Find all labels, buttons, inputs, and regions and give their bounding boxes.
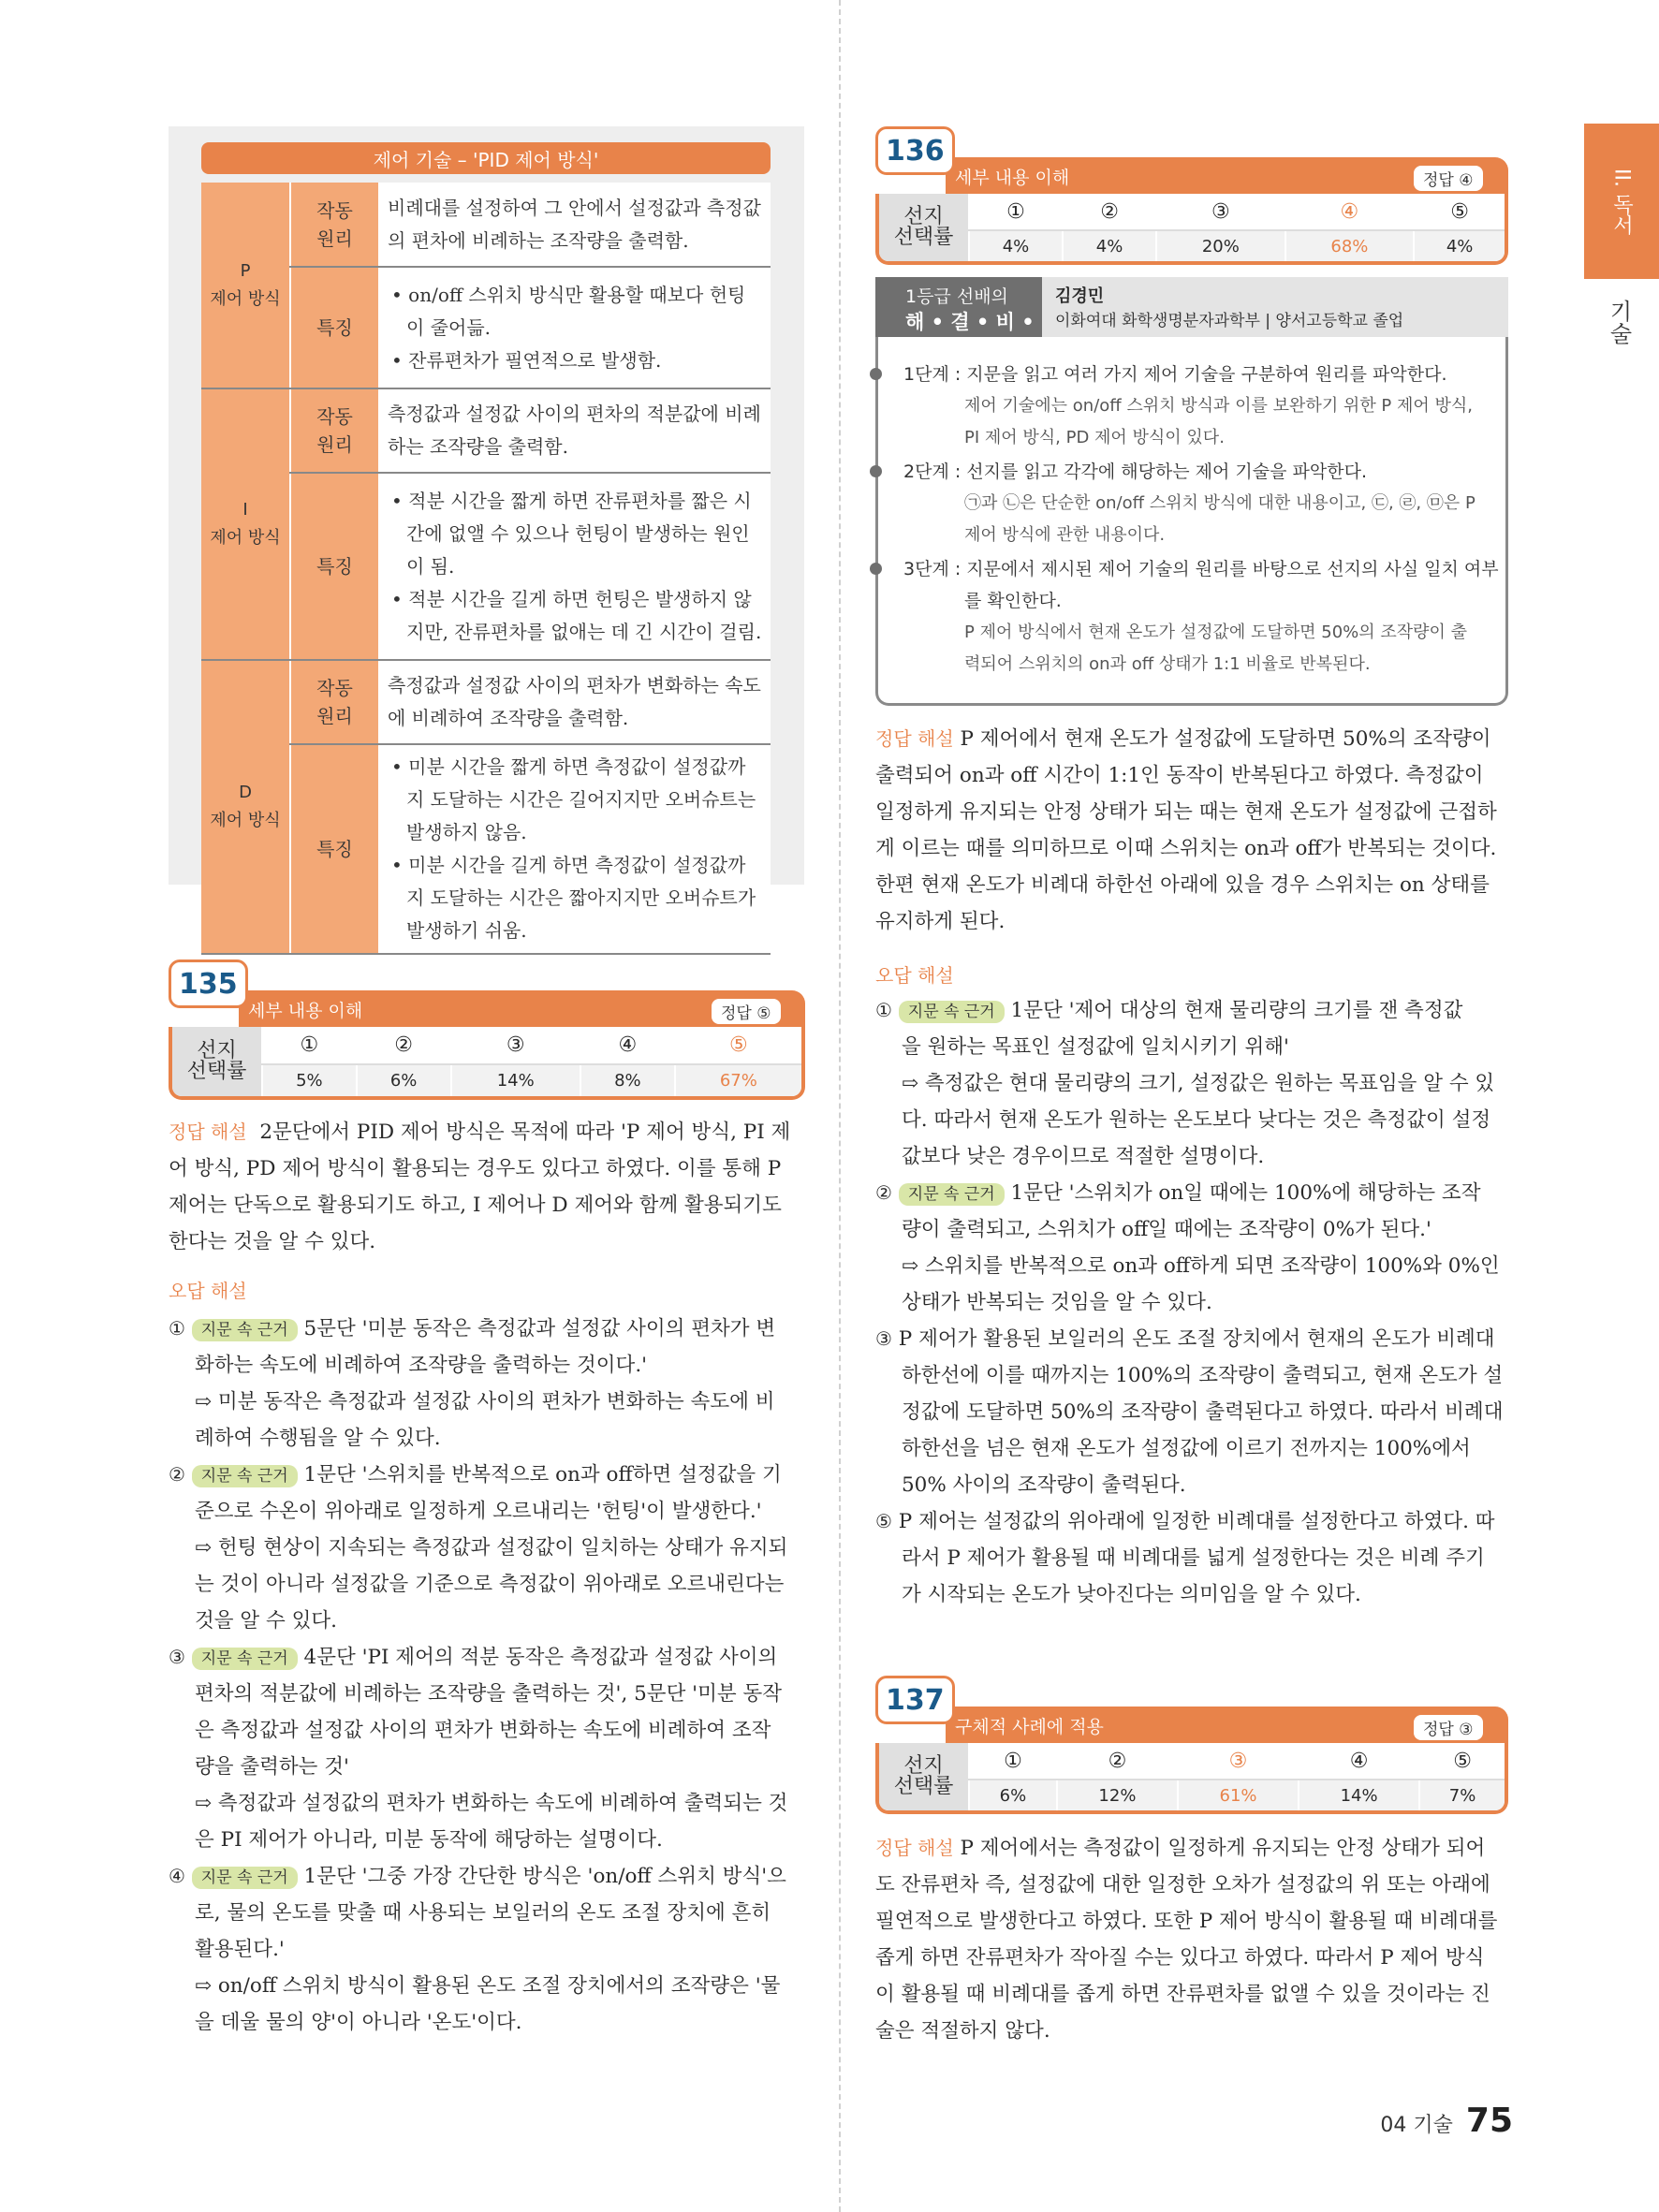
bullet-icon: • [391, 755, 409, 778]
feature-item: 미분 시간을 짧게 하면 측정값이 설정값까지 도달하는 시간은 길어지지만 오버슈트는 발생하지 않음. [406, 755, 756, 843]
item-text: ⇨ 측정값과 설정값의 편차가 변화하는 속도에 비례하여 출력되는 것 [195, 1792, 788, 1815]
rate-label-line: 선택률 [186, 1060, 247, 1083]
choice-cell: ⑤ [675, 1027, 801, 1064]
chapter-tab[interactable]: II. 독서 [1584, 124, 1659, 279]
choice-number: ④ [169, 1865, 185, 1887]
item-line [169, 1858, 805, 1895]
control-type-label: 제어 방식 [210, 528, 281, 548]
wrong-answer-item [169, 1858, 805, 2041]
q135-correct-explanation: 정답 해설 2문단에서 PID 제어 방식은 목적에 따라 'P 제어 방식, PI 제어 방식, PD 제어 방식이 활용되는 경우도 있다고 하였다. 이를 통해 P 제어는 단독으로 활용되기도 하고, I 제어나 D 제어와 함께 활용되기도 한다는 것을 알 수 있다. [169, 1121, 791, 1253]
evidence-badge: 지문 속 근거 [899, 1183, 1005, 1206]
rate-cell: 61% [1178, 1780, 1299, 1810]
choice-number: ② [875, 1181, 892, 1204]
principle-label: 원리 [316, 227, 353, 250]
choice-row [879, 1743, 1505, 1780]
item-line [875, 1357, 1512, 1394]
choice-cell: ① [969, 194, 1063, 230]
item-line [169, 1347, 805, 1384]
item-text: 화하는 속도에 비례하여 조작량을 출력하는 것이다.' [195, 1354, 648, 1377]
choice-cell: ③ [1156, 194, 1285, 230]
explanation-text: 한편 현재 온도가 비례대 하한선 아래에 있을 경우 스위치는 on 상태를 [875, 873, 1490, 897]
selection-rate-table [875, 1743, 1508, 1814]
item-text: ⇨ 측정값은 현대 물리량의 크기, 설정값은 원하는 목표임을 알 수 있 [902, 1072, 1495, 1095]
rate-label [879, 1743, 969, 1810]
bullet-icon: • [391, 854, 409, 876]
item-line [169, 2004, 805, 2041]
choice-number: ③ [875, 1327, 892, 1350]
explanation-line [875, 903, 1512, 940]
question-number: 136 [875, 126, 955, 175]
item-text: 상태가 반복되는 것임을 알 수 있다. [902, 1291, 1212, 1314]
explanation-text: 유지하게 된다. [875, 910, 1006, 933]
explanation-line [875, 1830, 1512, 1867]
feature-bullet [388, 751, 763, 849]
evidence-badge: 지문 속 근거 [192, 1319, 298, 1341]
q135-wrong-heading: 오답 해설 [169, 1280, 247, 1302]
step-detail: ㉠과 ㉡은 단순한 on/off 스위치 방식에 대한 내용이고, ㉢, ㉣, ㉤은 P [964, 493, 1475, 513]
rate-label [879, 194, 969, 261]
selection-rate-table [169, 1027, 805, 1100]
answer-badge: 정답 ⑤ [712, 999, 781, 1024]
rate-row [879, 1780, 1505, 1810]
item-text: 은 PI 제어가 아니라, 미분 동작에 해당하는 설명이다. [195, 1828, 663, 1852]
q135-box [169, 960, 805, 1100]
choice-number: ③ [169, 1646, 185, 1668]
explanation-line [875, 2013, 1512, 2049]
item-text: 4문단 'PI 제어의 적분 동작은 측정값과 설정값 사이의 [303, 1646, 778, 1669]
feature-item: 잔류편차가 필연적으로 발생함. [408, 348, 662, 372]
rate-label-line: 선지 [903, 1754, 944, 1778]
explanation-text: 일정하게 유지되는 안정 상태가 되는 때는 현재 온도가 설정값에 근접하 [875, 800, 1497, 824]
feature-text [379, 267, 771, 388]
feature-bullet [388, 344, 763, 377]
item-text: 정값에 도달하면 50%의 조작량이 출력된다고 하였다. 따라서 비례대 [902, 1400, 1504, 1424]
item-text: 다. 따라서 현재 온도가 원하는 온도보다 낮다는 것은 측정값이 설정 [902, 1108, 1491, 1132]
question-type: 구체적 사례에 적용 [946, 1707, 1508, 1744]
question-number: 137 [875, 1676, 955, 1724]
explanation-text: P 제어에서 현재 온도가 설정값에 도달하면 50%의 조작량이 [960, 727, 1491, 751]
choice-cell: ⑤ [1414, 194, 1505, 230]
item-text: 활용된다.' [195, 1938, 285, 1961]
step-heading: 1단계 : 지문을 읽고 여러 가지 제어 기술을 구분하여 원리를 파악한다. [903, 364, 1447, 385]
choice-number: ① [169, 1317, 185, 1340]
section-name: 04 기술 [1380, 2114, 1453, 2137]
item-line [169, 1931, 805, 1968]
choice-cell: ⑤ [1419, 1743, 1505, 1780]
item-text: 을 데울 물의 양'이 아니라 '온도'이다. [195, 2011, 522, 2034]
explanation-text: 이 활용될 때 비례대를 좁게 하면 잔류편차를 없앨 수 있을 것이라는 진 [875, 1983, 1490, 2006]
step-heading: 3단계 : 지문에서 제시된 제어 기술의 원리를 바탕으로 선지의 사실 일치 여부 [903, 559, 1499, 579]
item-text: 50% 사이의 조작량이 출력된다. [902, 1473, 1186, 1497]
feature-item: on/off 스위치 방식만 활용할 때보다 헌팅이 줄어듦. [406, 283, 746, 339]
control-type-cell [201, 660, 290, 954]
choice-number: ⑤ [875, 1510, 892, 1532]
explanation-line [875, 1940, 1512, 1976]
principle-label: 원리 [316, 433, 353, 456]
feature-label: 특징 [290, 744, 379, 954]
item-text: P 제어는 설정값의 위아래에 일정한 비례대를 설정한다고 하였다. 따 [898, 1510, 1495, 1533]
evidence-badge: 지문 속 근거 [899, 1001, 1005, 1023]
rate-cell: 4% [969, 230, 1063, 261]
principle-label: 원리 [316, 705, 353, 727]
item-text: 1문단 '스위치를 반복적으로 on과 off하면 설정값을 기 [303, 1463, 782, 1487]
step-bullet-icon [870, 563, 882, 575]
table-title: 제어 기술 – 'PID 제어 방식' [201, 142, 771, 174]
feature-bullet [388, 279, 763, 344]
item-text: 례하여 수행됨을 알 수 있다. [195, 1427, 441, 1450]
explanation-line [875, 794, 1512, 830]
principle-text: 측정값과 설정값 사이의 편차의 적분값에 비례하는 조작량을 출력함. [379, 388, 771, 473]
item-line [875, 1430, 1512, 1467]
item-text: 라서 P 제어가 활용될 때 비례대를 넓게 설정한다는 것은 비례 주기 [902, 1546, 1485, 1570]
choice-cell: ② [1063, 194, 1156, 230]
choice-row [172, 1027, 801, 1064]
rate-cell: 14% [1299, 1780, 1419, 1810]
feature-bullet [388, 583, 763, 649]
item-line [169, 1493, 805, 1530]
item-text: 는 것이 아니라 설정값을 기준으로 측정값이 위아래로 오르내린다는 [195, 1573, 785, 1596]
item-line [169, 1968, 805, 2004]
item-line [875, 992, 1512, 1029]
rate-cell: 6% [969, 1780, 1057, 1810]
q136-wrong-heading: 오답 해설 [875, 964, 954, 987]
item-text: 은 측정값과 설정값 사이의 편차가 변화하는 속도에 비례하여 조작 [195, 1719, 771, 1742]
selection-rate-table [875, 194, 1508, 265]
choice-cell: ② [357, 1027, 451, 1064]
explanation-line [875, 721, 1512, 757]
item-line [169, 1457, 805, 1493]
item-text: 것을 알 수 있다. [195, 1609, 337, 1633]
explanation-text: 좁게 하면 잔류편차가 작아질 수는 있다고 하였다. 따라서 P 제어 방식 [875, 1946, 1485, 1970]
item-text: 을 원하는 목표인 설정값에 일치시키기 위해' [902, 1035, 1289, 1059]
control-type-label: P [240, 260, 251, 281]
explanation-line [875, 1976, 1512, 2013]
choice-cell: ① [262, 1027, 357, 1064]
step-bullet-icon [870, 465, 882, 477]
item-line [169, 1895, 805, 1931]
item-line [875, 1029, 1512, 1065]
control-type-label: D [239, 783, 252, 802]
chapter-subtitle: 기술 [1606, 300, 1632, 344]
item-text: ⇨ on/off 스위치 방식이 활용된 온도 조절 장치에서의 조작량은 '물 [195, 1974, 781, 1998]
control-type-cell [201, 183, 290, 388]
step-heading: 2단계 : 선지를 읽고 각각에 해당하는 제어 기술을 파악한다. [903, 461, 1367, 482]
question-type: 세부 내용 이해 [946, 157, 1508, 195]
explanation-text: 필연적으로 발생한다고 하였다. 또한 P 제어 방식이 활용될 때 비례대를 [875, 1910, 1498, 1933]
item-text: 하한선을 넘은 현재 온도가 설정값에 이르기 전까지는 100%에서 [902, 1437, 1471, 1460]
item-text: ⇨ 헌팅 현상이 지속되는 측정값과 설정값이 일치하는 상태가 유지되 [195, 1536, 788, 1560]
rate-cell: 7% [1419, 1780, 1505, 1810]
rate-cell: 4% [1063, 230, 1156, 261]
item-text: 1문단 '제어 대상의 현재 물리량의 크기를 잰 측정값 [1010, 999, 1463, 1022]
item-line [169, 1712, 805, 1749]
feature-label: 특징 [290, 267, 379, 388]
page-number: 75 [1465, 2102, 1513, 2140]
feature-item: 적분 시간을 길게 하면 헌팅은 발생하지 않지만, 잔류편차를 없애는 데 긴 시간이 걸림. [406, 587, 762, 643]
rate-row [172, 1064, 801, 1096]
step-detail: PI 제어 방식, PD 제어 방식이 있다. [964, 428, 1225, 447]
answer-badge: 정답 ③ [1414, 1715, 1483, 1740]
principle-label-cell [290, 660, 379, 744]
choice-cell: ④ [1285, 194, 1415, 230]
explanation-text: 게 이르는 때를 의미하므로 이때 스위치는 on과 off가 반복되는 것이다. [875, 837, 1497, 860]
rate-cell: 6% [357, 1064, 451, 1096]
item-text: 1문단 '그중 가장 간단한 방식은 'on/off 스위치 방식'으 [303, 1865, 786, 1888]
item-line [875, 1175, 1512, 1211]
item-line [875, 1467, 1512, 1503]
wrong-answer-item [169, 1639, 805, 1858]
tip-title: 1등급 선배의 해 • 결 • 비 • 법 [875, 277, 1042, 337]
rate-cell: 5% [262, 1064, 357, 1096]
feature-text [379, 744, 771, 954]
explanation-text: 출력되어 on과 off 시간이 1:1인 동작이 반복된다고 하였다. 측정값이 [875, 764, 1484, 787]
item-line [169, 1420, 805, 1457]
choice-cell: ④ [1299, 1743, 1419, 1780]
principle-label-cell [290, 183, 379, 267]
item-text: 값보다 낮은 경우이므로 적절한 설명이다. [902, 1145, 1265, 1168]
item-text: 량이 출력되고, 스위치가 off일 때에는 조작량이 0%가 된다.' [902, 1218, 1431, 1241]
item-line [875, 1394, 1512, 1430]
item-line [169, 1676, 805, 1712]
item-line [169, 1384, 805, 1420]
item-line [875, 1138, 1512, 1175]
item-text: P 제어가 활용된 보일러의 온도 조절 장치에서 현재의 온도가 비례대 [898, 1327, 1495, 1351]
step-detail: 제어 방식에 관한 내용이다. [964, 525, 1166, 545]
tip-author: 김경민 이화여대 화학생명분자과학부 | 양서고등학교 졸업 [1042, 277, 1508, 337]
pid-table-box [169, 126, 804, 942]
feature-bullet [388, 849, 763, 947]
step-detail: 제어 기술에는 on/off 스위치 방식과 이를 보완하기 위한 P 제어 방식, [964, 396, 1474, 416]
rate-label-line: 선택률 [893, 1775, 954, 1798]
q136-box [875, 126, 1508, 265]
item-line [875, 1321, 1512, 1357]
choice-cell: ② [1057, 1743, 1178, 1780]
pid-table [201, 183, 771, 955]
step-bullet-icon [870, 368, 882, 380]
explanation-text: 술은 적절하지 않다. [875, 2019, 1050, 2043]
choice-number: ② [169, 1463, 185, 1486]
explanation-line [875, 1867, 1512, 1903]
principle-label: 작동 [316, 198, 353, 222]
bullet-icon: • [391, 348, 409, 372]
column-divider [839, 0, 841, 2212]
item-text: ⇨ 스위치를 반복적으로 on과 off하게 되면 조작량이 100%와 0%인 [902, 1254, 1500, 1278]
choice-row [879, 194, 1505, 230]
principle-label-cell [290, 388, 379, 473]
wrong-answer-item [875, 1503, 1512, 1613]
table-row [201, 660, 771, 744]
feature-text [379, 473, 771, 660]
bullet-icon: • [391, 489, 409, 512]
item-line [169, 1530, 805, 1566]
choice-cell: ③ [1178, 1743, 1299, 1780]
principle-label: 작동 [316, 677, 353, 699]
control-type-label: I [242, 500, 248, 520]
item-text: 하한선에 이를 때까지는 100%의 조작량이 출력되고, 현재 온도가 설 [902, 1364, 1504, 1387]
item-line [875, 1211, 1512, 1248]
feature-label: 특징 [290, 473, 379, 660]
choice-cell: ① [969, 1743, 1057, 1780]
rate-label-line: 선지 [197, 1039, 237, 1062]
rate-label-line: 선지 [903, 205, 944, 228]
rate-row [879, 230, 1505, 261]
rate-label-line: 선택률 [893, 226, 954, 249]
step-heading: 를 확인한다. [964, 591, 1062, 611]
item-line [169, 1603, 805, 1639]
wrong-answer-item [875, 992, 1512, 1175]
item-line [875, 1248, 1512, 1284]
item-text: 5문단 '미분 동작은 측정값과 설정값 사이의 편차가 변 [303, 1317, 776, 1340]
control-type-label: 제어 방식 [210, 288, 281, 309]
senior-tip-header [875, 277, 1508, 361]
feature-item: 미분 시간을 길게 하면 측정값이 설정값까지 도달하는 시간은 짧아지지만 오버슈트가 발생하기 쉬움. [406, 854, 756, 942]
principle-text: 비례대를 설정하여 그 안에서 설정값과 측정값의 편차에 비례하는 조작량을 출력함. [379, 183, 771, 267]
item-line [169, 1566, 805, 1603]
item-text: 1문단 '스위치가 on일 때에는 100%에 해당하는 조작 [1010, 1181, 1481, 1205]
evidence-badge: 지문 속 근거 [192, 1465, 298, 1487]
question-type: 세부 내용 이해 [239, 990, 805, 1028]
evidence-badge: 지문 속 근거 [192, 1648, 298, 1670]
choice-cell: ③ [451, 1027, 581, 1064]
correct-label: 정답 해설 [875, 727, 954, 750]
principle-text: 측정값과 설정값 사이의 편차가 변화하는 속도에 비례하여 조작량을 출력함. [379, 660, 771, 744]
page-footer [1380, 2102, 1513, 2140]
feature-bullet [388, 485, 763, 583]
rate-cell: 8% [580, 1064, 675, 1096]
item-line [169, 1311, 805, 1347]
item-line [169, 1822, 805, 1858]
item-text: 가 시작되는 온도가 낮아진다는 의미임을 알 수 있다. [902, 1583, 1361, 1606]
correct-label: 정답 해설 [875, 1837, 954, 1859]
item-text: 로, 물의 온도를 맞출 때 사용되는 보일러의 온도 조절 장치에 흔히 [195, 1901, 771, 1925]
item-line [875, 1503, 1512, 1540]
item-line [875, 1284, 1512, 1321]
explanation-text: 도 잔류편차 즉, 설정값에 대한 일정한 오차가 설정값의 위 또는 아래에 [875, 1873, 1490, 1897]
rate-cell: 20% [1156, 230, 1285, 261]
wrong-answer-item [875, 1321, 1512, 1503]
control-type-label: 제어 방식 [210, 811, 281, 830]
step-detail: P 제어 방식에서 현재 온도가 설정값에 도달하면 50%의 조작량이 출 [964, 623, 1468, 642]
item-line [169, 1785, 805, 1822]
rate-cell: 4% [1414, 230, 1505, 261]
choice-cell: ④ [580, 1027, 675, 1064]
wrong-answer-item [169, 1457, 805, 1639]
wrong-answer-item [169, 1311, 805, 1457]
evidence-badge: 지문 속 근거 [192, 1867, 298, 1889]
table-row [201, 388, 771, 473]
rate-cell: 14% [451, 1064, 581, 1096]
item-line [169, 1639, 805, 1676]
bullet-icon: • [391, 283, 409, 306]
question-number: 135 [169, 960, 248, 1008]
rate-cell: 12% [1057, 1780, 1178, 1810]
item-text: 편차의 적분값에 비례하는 조작량을 출력하는 것', 5문단 '미분 동작 [195, 1682, 783, 1706]
explanation-line [875, 757, 1512, 794]
item-line [875, 1540, 1512, 1576]
feature-item: 적분 시간을 짧게 하면 잔류편차를 짧은 시간에 없앨 수 있으나 헌팅이 발생하는 원인이 됨. [406, 489, 752, 578]
item-text: 준으로 수온이 위아래로 일정하게 오르내리는 '헌팅'이 발생한다.' [195, 1500, 762, 1523]
choice-number: ① [875, 999, 892, 1021]
step-detail: 력되어 스위치의 on과 off 상태가 1:1 비율로 반복된다. [964, 654, 1371, 674]
table-row [201, 183, 771, 267]
explanation-line [875, 830, 1512, 867]
control-type-cell [201, 388, 290, 660]
wrong-answer-item [875, 1175, 1512, 1321]
item-line [875, 1065, 1512, 1102]
q137-box [875, 1676, 1508, 1814]
explanation-line [875, 867, 1512, 903]
bullet-icon: • [391, 587, 409, 610]
rate-cell: 68% [1285, 230, 1415, 261]
principle-label: 작동 [316, 405, 353, 428]
explanation-text: P 제어에서는 측정값이 일정하게 유지되는 안정 상태가 되어 [960, 1837, 1486, 1860]
item-line [169, 1749, 805, 1785]
rate-label [172, 1027, 262, 1096]
rate-cell: 67% [675, 1064, 801, 1096]
item-text: ⇨ 미분 동작은 측정값과 설정값 사이의 편차가 변화하는 속도에 비 [195, 1390, 775, 1414]
item-line [875, 1576, 1512, 1613]
item-text: 량을 출력하는 것' [195, 1755, 349, 1779]
item-line [875, 1102, 1512, 1138]
explanation-line [875, 1903, 1512, 1940]
answer-badge: 정답 ④ [1414, 166, 1483, 191]
